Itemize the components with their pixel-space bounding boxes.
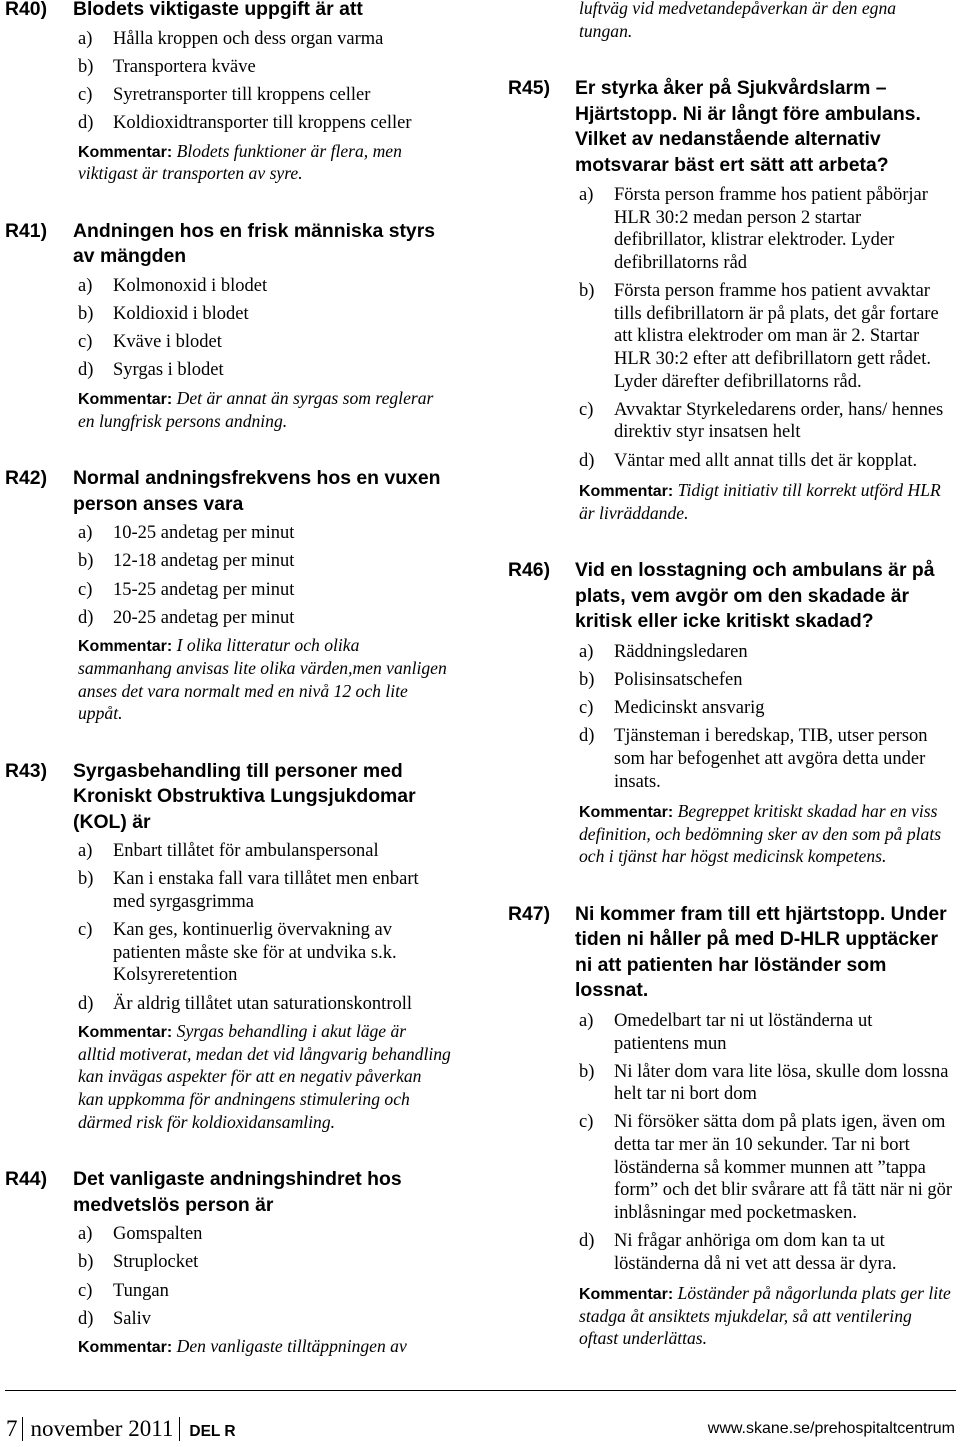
answer-option <box>508 399 955 444</box>
option-text-line: Ni låter dom vara lite lösa, skulle dom lossna <box>614 1061 949 1082</box>
comment-text: kan uppkomma för andningens stimulering och <box>78 1088 410 1109</box>
option-text-line: Koldioxid i blodet <box>113 304 249 325</box>
option-letter: a) <box>78 28 93 49</box>
option-letter: b) <box>78 869 94 890</box>
comment-line <box>78 1335 460 1358</box>
question-block <box>5 1167 460 1358</box>
option-text-line: Lyder därefter defibrillatorns råd. <box>614 371 862 392</box>
comment-text: Blodets funktioner är flera, men <box>176 140 402 161</box>
comment-line <box>78 1043 460 1066</box>
option-text-line: Transportera kväve <box>113 56 256 77</box>
answer-options <box>508 184 955 472</box>
answer-option <box>5 919 460 987</box>
option-letter: c) <box>78 920 93 941</box>
question-number: R41) <box>5 219 48 242</box>
comment-line <box>78 387 460 410</box>
answer-option <box>5 522 460 545</box>
option-letter: c) <box>78 84 93 105</box>
comment-line <box>78 140 460 163</box>
comment-line <box>579 502 955 525</box>
option-text-line: Första person framme hos patient påbörjar <box>614 185 928 206</box>
question-text-line: Andningen hos en frisk människa styrs <box>73 219 436 242</box>
question-block <box>5 219 460 432</box>
question-text-line: Vilket av nedanstående alternativ <box>575 128 881 151</box>
question-number: R46) <box>508 559 551 582</box>
answer-option <box>5 993 460 1016</box>
comment-label: Kommentar: <box>78 143 173 161</box>
option-text-line: defibrillator, klistrar elektroder. Lyder <box>614 230 895 251</box>
option-text-line: inblåsningar med pocketmasken. <box>614 1202 858 1223</box>
footer-separator <box>179 1417 180 1441</box>
comment <box>5 1020 460 1133</box>
answer-options <box>508 641 955 793</box>
comment-line <box>78 1020 460 1043</box>
option-text-line: Medicinskt ansvarig <box>614 698 765 719</box>
option-text-line: löständerna då ni vet att dessa är dyra. <box>614 1253 897 1274</box>
option-text-line: Tungan <box>113 1280 169 1301</box>
answer-option <box>508 1111 955 1224</box>
option-text-line: Gomspalten <box>113 1224 203 1245</box>
option-letter: c) <box>78 332 93 353</box>
option-letter: b) <box>78 1252 94 1273</box>
comment <box>5 140 460 185</box>
footer-rule <box>5 1390 956 1391</box>
option-text-line: HLR 30:2 medan person 2 startar <box>614 207 862 228</box>
comment-label: Kommentar: <box>579 483 674 501</box>
answer-option <box>5 28 460 51</box>
option-text-line: att klistra elektroder om man är 2. Startar <box>614 326 920 347</box>
answer-option <box>508 184 955 274</box>
comment-text: en lungfrisk persons andning. <box>78 410 288 431</box>
option-letter: d) <box>579 450 595 471</box>
question-heading <box>508 902 955 1004</box>
comment-label: Kommentar: <box>78 391 173 408</box>
comment-text: är livräddande. <box>579 502 689 523</box>
answer-option <box>508 450 955 473</box>
option-letter: d) <box>579 1231 595 1252</box>
comment-text: oftast underlättas. <box>579 1328 708 1349</box>
comment-text: och i tjänst har högst medicinsk kompetens. <box>579 846 887 867</box>
option-letter: b) <box>78 551 94 572</box>
answer-options <box>5 275 460 382</box>
footer-separator <box>22 1417 23 1441</box>
comment-line <box>579 1305 955 1328</box>
comment-text: luftväg vid medvetandepåverkan är den egna <box>579 0 897 18</box>
question-text-line: Hjärtstopp. Ni är långt före ambulans. <box>575 102 921 125</box>
comment-line <box>78 1111 460 1134</box>
answer-option <box>5 607 460 630</box>
option-text-line: Första person framme hos patient avvaktar <box>614 281 930 302</box>
option-text-line: defibrillatorns råd <box>614 252 748 273</box>
option-text-line: Kan ges, kontinuerlig övervakning av <box>113 920 392 941</box>
comment-label: Kommentar: <box>78 1024 173 1042</box>
question-number: R43) <box>5 759 48 782</box>
comment-line <box>579 479 955 502</box>
option-text-line: 20-25 andetag per minut <box>113 607 295 628</box>
option-letter: d) <box>78 993 94 1014</box>
comment-text: Det är annat än syrgas som reglerar <box>176 388 434 408</box>
option-text-line: Räddningsledaren <box>614 641 748 662</box>
option-letter: a) <box>579 1010 594 1031</box>
question-heading <box>508 76 955 178</box>
question-text-line: Det vanligaste andningshindret hos <box>73 1168 402 1191</box>
option-letter: c) <box>579 1112 594 1133</box>
option-letter: a) <box>78 523 93 544</box>
comment-text: definition, och bedömning sker av den som på plats <box>579 823 942 844</box>
answer-options <box>5 522 460 629</box>
option-text-line: Kan i enstaka fall vara tillåtet men enbart <box>113 869 419 890</box>
question-text-line: av mängden <box>73 245 187 268</box>
comment <box>508 1282 955 1350</box>
comment-line <box>78 1065 460 1088</box>
website-url: www.skane.se/prehospitaltcentrum <box>707 1420 955 1437</box>
question-heading <box>5 219 460 270</box>
answer-option <box>5 84 460 107</box>
comment-line <box>579 20 955 43</box>
answer-option <box>508 669 955 692</box>
option-text-line: med syrgasgrimma <box>113 892 254 912</box>
answer-option <box>508 641 955 664</box>
comment-text: Begreppet kritiskt skadad har en viss <box>677 801 938 822</box>
option-letter: a) <box>579 641 594 662</box>
answer-options <box>5 1223 460 1330</box>
answer-option <box>5 331 460 354</box>
page-footer <box>6 1414 236 1444</box>
comment-continuation <box>508 0 955 42</box>
option-text-line: Polisinsatschefen <box>614 669 743 690</box>
left-column <box>5 0 460 1358</box>
question-heading <box>5 466 460 517</box>
question-text-line: medvetslös person är <box>73 1193 274 1216</box>
answer-option <box>5 1308 460 1331</box>
question-text-line: person anses vara <box>73 492 244 515</box>
question-number: R42) <box>5 467 48 490</box>
question-text-line: motsvarar bäst ert sätt att arbeta? <box>575 153 889 176</box>
answer-option <box>5 1223 460 1246</box>
answer-option <box>508 725 955 793</box>
comment-text: tungan. <box>579 20 633 41</box>
question-text-line: Er styrka åker på Sjukvårdslarm – <box>575 77 887 100</box>
comment-text: därmed risk för koldioxidansamling. <box>78 1111 336 1132</box>
question-text-line: Kroniskt Obstruktiva Lungsjukdomar <box>73 785 416 808</box>
comment-text: Tidigt initiativ till korrekt utförd HLR <box>677 480 941 501</box>
option-letter: c) <box>579 698 594 719</box>
question-text-line: kritisk eller icke kritiskt skadad? <box>575 610 874 633</box>
comment-line <box>579 800 955 823</box>
option-text-line: Väntar med allt annat tills det är kopplat. <box>614 450 918 471</box>
option-letter: b) <box>579 1061 595 1082</box>
answer-options <box>5 28 460 135</box>
answer-option <box>5 579 460 602</box>
option-text-line: 10-25 andetag per minut <box>113 523 295 544</box>
comment-line <box>579 1282 955 1305</box>
question-text-line: ni att patienten har löständer som <box>575 953 887 976</box>
question-block <box>508 558 955 868</box>
option-letter: a) <box>78 275 93 296</box>
option-text-line: Är aldrig tillåtet utan saturationskontroll <box>113 993 413 1014</box>
option-text-line: löständerna så kommer munnen att ”tappa <box>614 1157 926 1178</box>
comment-text: I olika litteratur och olika <box>176 635 360 656</box>
question-heading <box>5 759 460 836</box>
option-letter: c) <box>579 399 594 420</box>
option-text-line: form” och det blir svårare att få tätt när ni gör <box>614 1180 952 1201</box>
option-letter: d) <box>579 726 595 747</box>
comment-text: uppåt. <box>78 703 123 724</box>
comment-text: Syrgas behandling i akut läge är <box>176 1021 407 1042</box>
option-letter: b) <box>78 56 94 77</box>
option-text-line: Saliv <box>113 1308 152 1329</box>
option-text-line: Enbart tillåtet för ambulanspersonal <box>113 841 379 862</box>
option-letter: b) <box>78 304 94 325</box>
answer-option <box>508 697 955 720</box>
comment-line <box>78 410 460 433</box>
option-letter: a) <box>78 1224 93 1245</box>
question-number: R47) <box>508 902 551 925</box>
question-number: R40) <box>5 0 48 20</box>
option-text-line: 15-25 andetag per minut <box>113 579 295 600</box>
question-text-line: Syrgasbehandling till personer med <box>73 759 403 782</box>
question-text-line: tiden ni håller på med D-HLR upptäcker <box>575 928 939 951</box>
comment-label: Kommentar: <box>78 638 173 656</box>
question-text-line: (KOL) är <box>73 810 151 833</box>
question-text-line: Ni kommer fram till ett hjärtstopp. Under <box>575 902 947 925</box>
section-label: DEL R <box>189 1423 236 1440</box>
comment-line <box>579 1327 955 1350</box>
comment-text: viktigast är transporten av syre. <box>78 163 303 184</box>
publication-date: november 2011 <box>30 1416 174 1441</box>
option-text-line: direktiv styr insatsen helt <box>614 422 801 443</box>
page-number: 7 <box>6 1416 18 1441</box>
comment-text: sammanhang anvisas lite olika värden,men vanligen <box>78 657 447 678</box>
answer-option <box>5 1280 460 1303</box>
question-block <box>508 76 955 524</box>
option-text-line: helt tar ni bort dom <box>614 1084 757 1105</box>
question-text-line: lossnat. <box>575 979 649 1002</box>
option-text-line: Syretransporter till kroppens celler <box>113 84 371 105</box>
option-text-line: Kolmonoxid i blodet <box>113 275 268 296</box>
question-text-line: plats, vem avgör om den skadade är <box>575 584 910 607</box>
comment <box>508 479 955 524</box>
question-block <box>508 902 955 1350</box>
comment-text: stadga åt ansiktets mjukdelar, så att ventilering <box>579 1305 912 1326</box>
comment-text: kan invägas aspekter för att en negativ påverkan <box>78 1066 422 1087</box>
comment-label: Kommentar: <box>579 1286 674 1304</box>
answer-option <box>5 275 460 298</box>
option-letter: d) <box>78 113 94 134</box>
answer-options <box>5 840 460 1015</box>
comment <box>5 1335 460 1358</box>
option-letter: c) <box>78 1280 93 1301</box>
option-letter: c) <box>78 579 93 600</box>
comment <box>5 387 460 432</box>
comment <box>508 800 955 868</box>
question-number: R45) <box>508 77 551 100</box>
option-text-line: som har befogenhet att avgöra detta under <box>614 748 926 769</box>
option-text-line: Koldioxidtransporter till kroppens celler <box>113 113 412 134</box>
option-letter: b) <box>579 281 595 302</box>
comment-text: anses det vara normalt med en nivå 12 och lite <box>78 680 408 701</box>
option-text-line: Syrgas i blodet <box>113 360 224 381</box>
option-text-line: Avvaktar Styrkeledarens order, hans/ hennes <box>614 399 944 420</box>
comment-line <box>78 634 460 657</box>
option-text-line: detta tar mer än 10 sekunder. Tar ni bort <box>614 1135 910 1156</box>
answer-option <box>5 1251 460 1274</box>
comment-line <box>579 0 955 20</box>
question-heading <box>5 0 460 23</box>
option-letter: b) <box>579 669 595 690</box>
comment-label: Kommentar: <box>579 804 674 822</box>
option-text-line: Hålla kroppen och dess organ varma <box>113 28 384 49</box>
option-text-line: Kväve i blodet <box>113 332 222 353</box>
right-column <box>508 0 955 1350</box>
option-text-line: Omedelbart tar ni ut löständerna ut <box>614 1010 873 1031</box>
option-text-line: Kolsyreretention <box>113 965 238 986</box>
option-text-line: Struplocket <box>113 1252 199 1273</box>
comment-line <box>78 1088 460 1111</box>
option-text-line: 12-18 andetag per minut <box>113 551 295 572</box>
option-letter: d) <box>78 1308 94 1329</box>
question-block <box>5 466 460 725</box>
option-letter: d) <box>78 360 94 381</box>
comment-text: alltid motiverat, medan det vid långvarig behandling <box>78 1043 451 1064</box>
question-text-line: Blodets viktigaste uppgift är att <box>73 0 363 20</box>
comment-line <box>78 657 460 680</box>
answer-option <box>5 868 460 913</box>
comment-text: Löständer på någorlunda plats ger lite <box>677 1283 951 1304</box>
comment-line <box>78 162 460 185</box>
answer-option <box>508 1230 955 1275</box>
question-text-line: Normal andningsfrekvens hos en vuxen <box>73 467 441 490</box>
question-block <box>5 759 460 1133</box>
comment-line <box>78 702 460 725</box>
answer-option <box>508 280 955 393</box>
option-letter: d) <box>78 607 94 628</box>
answer-option <box>5 840 460 863</box>
option-text-line: Ni försöker sätta dom på plats igen, även om <box>614 1112 946 1133</box>
comment-line <box>78 680 460 703</box>
answer-option <box>5 303 460 326</box>
comment-line <box>579 823 955 846</box>
answer-option <box>5 359 460 382</box>
comment-text: Den vanligaste tilltäppningen av <box>176 1336 407 1357</box>
answer-option <box>5 550 460 573</box>
answer-option <box>508 1061 955 1106</box>
answer-option <box>508 1010 955 1055</box>
option-text-line: Ni frågar anhöriga om dom kan ta ut <box>614 1231 885 1252</box>
option-letter: a) <box>78 841 93 862</box>
question-block <box>5 0 460 185</box>
option-text-line: HLR 30:2 efter att defibrillatorn gett rådet. <box>614 348 931 369</box>
option-text-line: tills defibrillatorn är på plats, det går fortare <box>614 303 939 324</box>
comment <box>5 634 460 724</box>
comment-line <box>579 845 955 868</box>
question-heading <box>508 558 955 635</box>
question-heading <box>5 1167 460 1218</box>
option-text-line: Tjänsteman i beredskap, TIB, utser person <box>614 726 928 747</box>
answer-option <box>5 112 460 135</box>
option-text-line: patientens mun <box>614 1033 727 1054</box>
question-text-line: Vid en losstagning och ambulans är på <box>575 559 935 582</box>
option-text-line: insats. <box>614 771 661 792</box>
question-number: R44) <box>5 1168 48 1191</box>
option-letter: a) <box>579 185 594 206</box>
answer-options <box>508 1010 955 1275</box>
option-text-line: patienten måste ske för at undvika s.k. <box>113 942 397 963</box>
comment-label: Kommentar: <box>78 1339 173 1357</box>
answer-option <box>5 56 460 79</box>
